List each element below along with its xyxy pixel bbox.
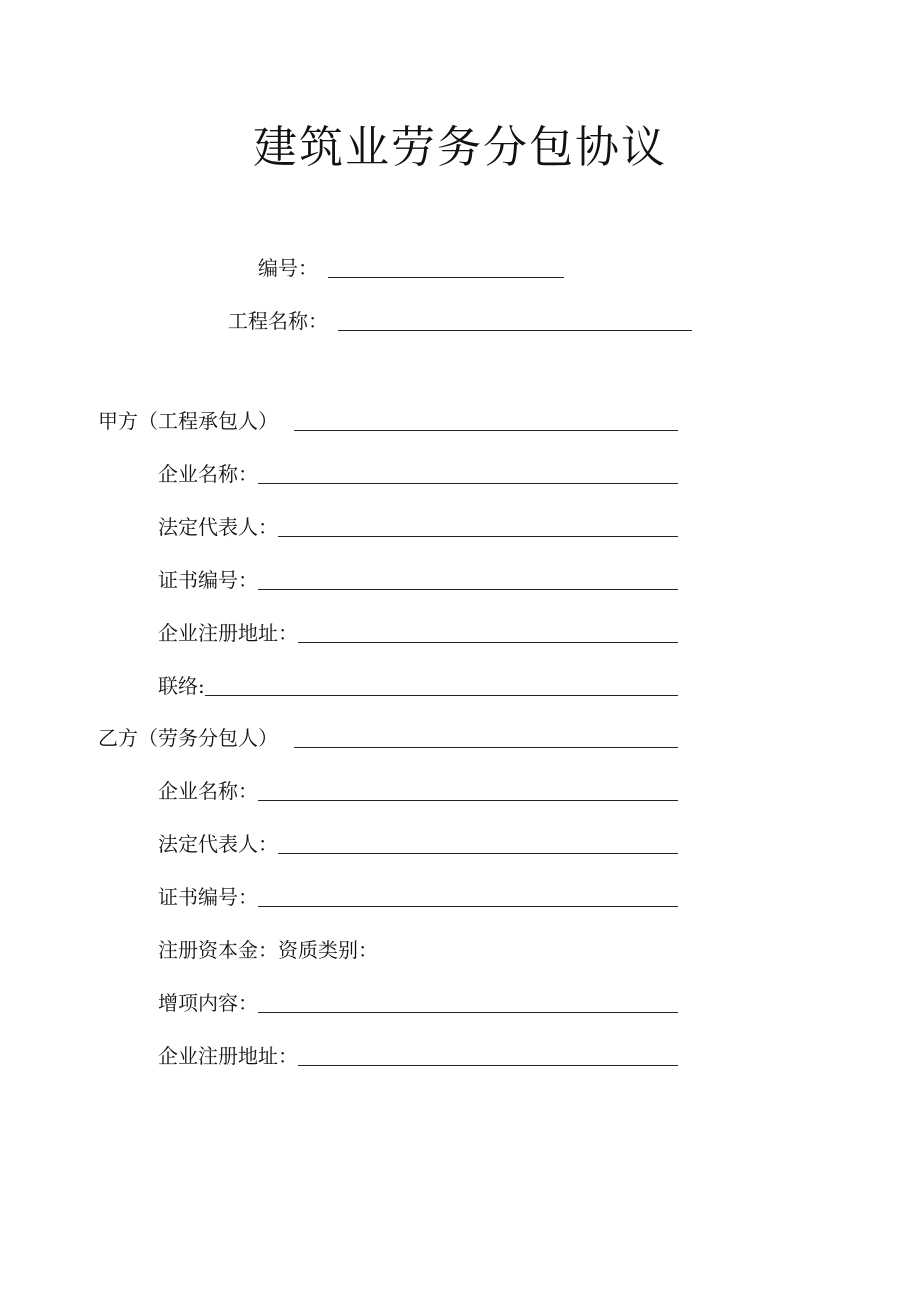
party-a-address-field-line[interactable] [298,642,678,643]
project-name-row [228,303,692,333]
party-a-legal-rep-field-line[interactable] [278,536,678,537]
party-a-legal-rep-row [158,509,678,539]
number-row [258,250,564,280]
party-a-address-row [158,615,678,645]
party-a-company-row [158,456,678,486]
document-title: 建筑业劳务分包协议 [253,122,667,173]
number-field-line[interactable] [328,277,564,278]
project-name-field-line[interactable] [338,330,692,331]
project-name-label: 工程名称： [228,309,328,333]
party-a-heading: 甲方（工程承包人） [98,409,278,433]
party-b-address-label: 企业注册地址： [158,1044,298,1068]
party-b-address-row [158,1038,678,1068]
party-b-legal-rep-row [158,826,678,856]
party-b-legal-rep-field-line[interactable] [278,853,678,854]
party-b-address-field-line[interactable] [298,1065,678,1066]
party-b-company-label: 企业名称： [158,779,258,803]
party-b-items-row [158,985,678,1015]
party-b-field-line[interactable] [294,747,678,748]
party-a-contact-label: 联络: [158,674,205,698]
party-a-company-label: 企业名称： [158,462,258,486]
party-a-contact-field-line[interactable] [205,695,678,696]
party-b-cert-label: 证书编号： [158,885,258,909]
party-b-items-field-line[interactable] [258,1012,678,1013]
party-a-heading-row [98,403,678,433]
party-b-capital-label: 注册资本金：资质类别： [158,938,378,962]
party-b-company-row [158,773,678,803]
party-a-cert-field-line[interactable] [258,589,678,590]
party-a-cert-row [158,562,678,592]
party-a-field-line[interactable] [294,430,678,431]
party-b-heading: 乙方（劳务分包人） [98,726,278,750]
party-b-cert-row [158,879,678,909]
party-b-cert-field-line[interactable] [258,906,678,907]
party-a-cert-label: 证书编号： [158,568,258,592]
party-b-heading-row [98,720,678,750]
number-label: 编号： [258,256,318,280]
party-b-legal-rep-label: 法定代表人： [158,832,278,856]
party-a-contact-row [158,668,678,698]
party-a-legal-rep-label: 法定代表人： [158,515,278,539]
party-a-address-label: 企业注册地址： [158,621,298,645]
party-b-items-label: 增项内容： [158,991,258,1015]
party-a-company-field-line[interactable] [258,483,678,484]
party-b-capital-row [158,932,678,962]
party-b-company-field-line[interactable] [258,800,678,801]
